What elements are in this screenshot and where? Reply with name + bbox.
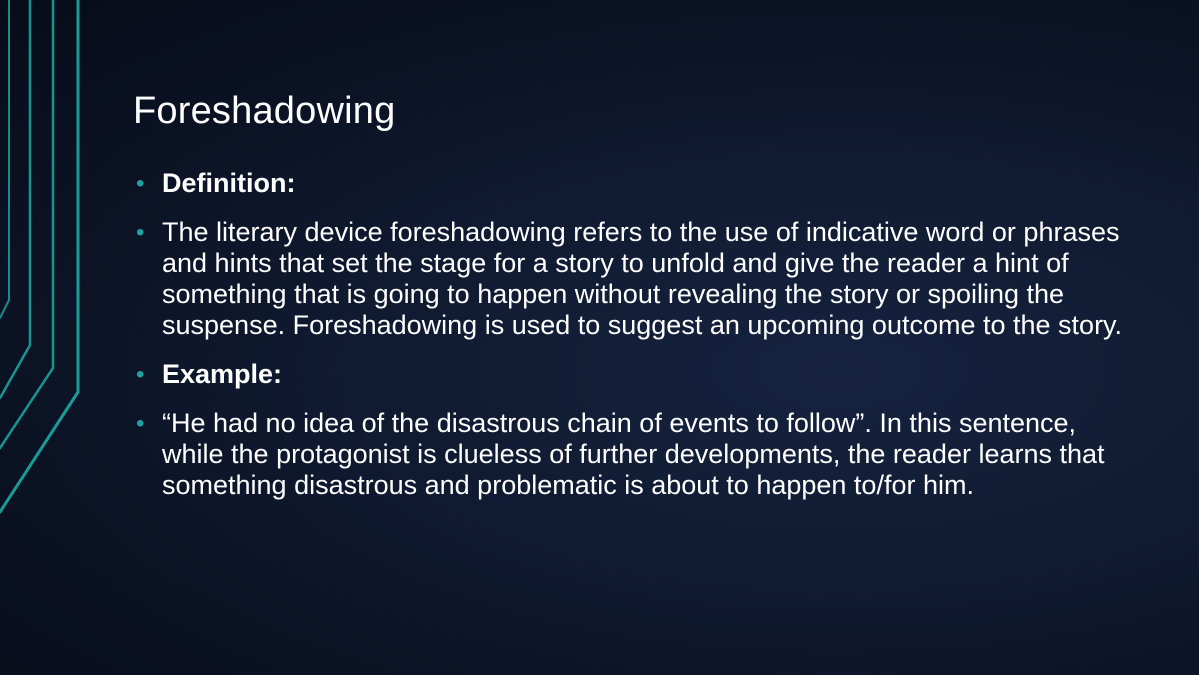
bullet-example-heading — [133, 359, 1133, 390]
deco-line-2 — [0, 0, 30, 398]
deco-line-4 — [0, 0, 78, 512]
bullet-example-text — [133, 408, 1133, 501]
slide-title: Foreshadowing — [133, 90, 396, 132]
bullet-dot-icon: • — [136, 361, 145, 388]
bullet-definition-heading — [133, 168, 1133, 199]
deco-line-1 — [0, 0, 9, 318]
bullet-text: The literary device foreshadowing refers to the use of indicative word or phrases and hints that set the stage for a story to unfold and give the reader a hint of something that is going to happen without revealing the story or spoiling the suspense. Foreshadowing is used to suggest an upcoming outcome to the story. — [162, 217, 1123, 340]
bullet-dot-icon: • — [136, 410, 145, 437]
bullet-definition-text — [133, 217, 1133, 341]
bullet-text: “He had no idea of the disastrous chain of events to follow”. In this sentence, while the protagonist is clueless of further developments, the reader learns that something disastrous and problematic is about to happen to/for him. — [162, 408, 1105, 500]
bullet-text: Example: — [162, 359, 283, 389]
bullet-text: Definition: — [162, 168, 296, 198]
bullet-list — [133, 168, 1133, 519]
deco-line-3 — [0, 0, 53, 448]
decorative-lines — [0, 0, 120, 675]
bullet-dot-icon: • — [136, 219, 145, 246]
bullet-dot-icon: • — [136, 170, 145, 197]
